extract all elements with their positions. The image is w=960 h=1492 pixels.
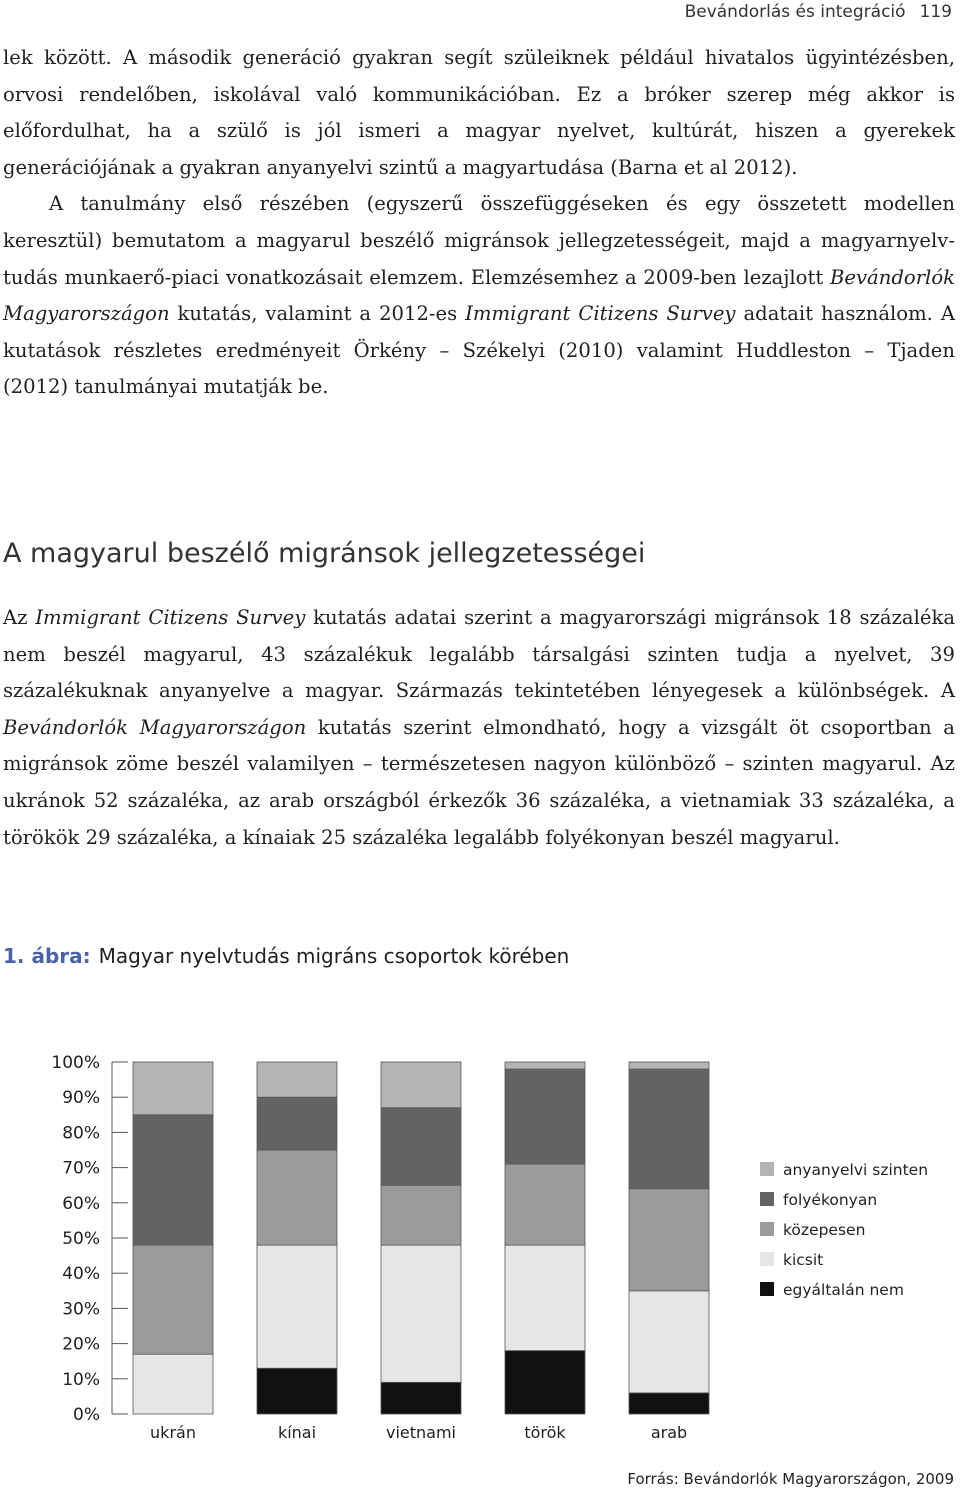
bar-segment bbox=[381, 1245, 461, 1382]
category-label: ukrán bbox=[150, 1423, 196, 1442]
bar-segment bbox=[381, 1108, 461, 1185]
y-tick-label: 60% bbox=[62, 1193, 100, 1214]
legend-label: kicsit bbox=[783, 1251, 824, 1269]
figure-caption bbox=[3, 944, 569, 968]
paragraph-continuation: lek között. A második generáció gyakran segít szüleiknek például hivatalos ügyintézésben, orvosi rendelőben, iskolával való kommunikációban. Ez a bróker szerep még akkor is előfordulhat, ha a szülő is jól ismeri a magyar nyelvet, kultúrát, hiszen a gyerekek generációjának a gyakran anyanyelvi szintű a magyartudása (Barna et al 2012). bbox=[3, 46, 955, 179]
bar-segment bbox=[629, 1291, 709, 1393]
bar-segment bbox=[505, 1245, 585, 1351]
text-run: kutatás szerint elmondható, hogy a vizsgált öt csoportban a migránsok zöme beszél valamilyen – természetesen nagyon különböző – szinten magyarul. Az ukránok 52 százaléka, az arab országból érkezők 36 százaléka, a vietnamiak 33 százaléka, a törökök 29 százaléka, a kínaiak 25 százaléka legalább folyékonyan beszél magyarul. bbox=[3, 715, 955, 849]
bar-segment bbox=[629, 1062, 709, 1069]
legend-swatch bbox=[760, 1222, 774, 1236]
header-title: Bevándorlás és integráció bbox=[684, 2, 906, 22]
intro-text bbox=[3, 40, 955, 406]
bar-segment bbox=[133, 1062, 213, 1115]
legend-label: anyanyelvi szinten bbox=[783, 1161, 929, 1179]
y-tick-label: 30% bbox=[62, 1299, 100, 1320]
running-header bbox=[685, 2, 952, 22]
bar-segment bbox=[257, 1150, 337, 1245]
y-tick-label: 20% bbox=[62, 1334, 100, 1355]
category-label: török bbox=[524, 1423, 566, 1442]
bar-segment bbox=[381, 1185, 461, 1245]
bar-segment bbox=[629, 1069, 709, 1189]
italic-title: Immigrant Citizens Survey bbox=[465, 302, 736, 326]
bar-segment bbox=[133, 1354, 213, 1414]
bar-segment bbox=[133, 1245, 213, 1354]
legend-swatch bbox=[760, 1252, 774, 1266]
figure-label: 1. ábra: bbox=[3, 944, 91, 968]
italic-title: Bevándorlók Magyarországon bbox=[3, 265, 955, 326]
category-label: vietnami bbox=[385, 1423, 457, 1442]
y-tick-label: 80% bbox=[62, 1123, 100, 1144]
italic-title: Immigrant Citizens Survey bbox=[35, 606, 306, 629]
text-run: kutatás, valamint a 2012-es bbox=[169, 302, 466, 326]
y-tick-label: 90% bbox=[62, 1088, 100, 1109]
bar-segment bbox=[257, 1368, 337, 1414]
bar-segment bbox=[257, 1097, 337, 1150]
y-tick-label: 0% bbox=[73, 1405, 100, 1425]
bar-segment bbox=[629, 1393, 709, 1414]
bar-segment bbox=[381, 1062, 461, 1108]
bar-segment bbox=[505, 1069, 585, 1164]
y-tick-label: 50% bbox=[62, 1229, 100, 1249]
y-tick-label: 70% bbox=[62, 1158, 100, 1179]
section-title: A magyarul beszélő migránsok jellegzetességei bbox=[3, 538, 646, 570]
paragraph-study-overview bbox=[3, 186, 955, 406]
category-label: kínai bbox=[277, 1423, 317, 1442]
y-tick-label: 10% bbox=[62, 1369, 100, 1390]
category-label: arab bbox=[650, 1423, 688, 1442]
bar-segment bbox=[257, 1245, 337, 1368]
text-run: A tanulmány első részében (egyszerű összefüggéseken és egy összetett modellen keresztül) bemutatom a magyarul beszélő migránsok jellegzetességeit, majd a magyarnyelv-tudás munkaerő-piaci vonatkozásait elemzem. Elemzésemhez a 2009-ben lezajlott bbox=[3, 192, 955, 289]
figure-title: Magyar nyelvtudás migráns csoportok körében bbox=[98, 944, 570, 968]
bar-segment bbox=[629, 1189, 709, 1291]
legend-swatch bbox=[760, 1282, 774, 1296]
legend-label: egyáltalán nem bbox=[783, 1281, 904, 1299]
bar-segment bbox=[381, 1382, 461, 1414]
bar-segment bbox=[505, 1351, 585, 1414]
paragraph-survey-results bbox=[3, 600, 955, 856]
legend-swatch bbox=[760, 1162, 774, 1176]
text-run: kutatás adatai szerint a magyarországi migránsok 18 százaléka nem beszél magyarul, 43 százalékuk legalább társalgási szinten tudja a nyelvet, 39 százalékuknak anyanyelve a magyar. Származás tekintetében lényegesek a különbségek. A bbox=[3, 606, 956, 703]
bar-segment bbox=[505, 1062, 585, 1069]
page-number: 119 bbox=[919, 2, 952, 22]
text-run: adatait használom. A kutatások részletes eredményeit Örkény – Székelyi (2010) valamint Huddleston – Tjaden (2012) tanulmányai mutatják be. bbox=[3, 302, 956, 399]
stacked-bar-chart bbox=[0, 1040, 960, 1460]
legend-label: folyékonyan bbox=[783, 1191, 878, 1209]
italic-title: Bevándorlók Magyarországon bbox=[3, 715, 307, 739]
bar-segment bbox=[257, 1062, 337, 1097]
legend-label: közepesen bbox=[783, 1221, 866, 1239]
figure-source: Forrás: Bevándorlók Magyarországon, 2009 bbox=[627, 1470, 954, 1488]
section-paragraph bbox=[3, 600, 955, 856]
bar-segment bbox=[133, 1115, 213, 1245]
legend-swatch bbox=[760, 1192, 774, 1206]
y-tick-label: 40% bbox=[62, 1264, 100, 1285]
y-tick-label: 100% bbox=[51, 1053, 100, 1073]
bar-segment bbox=[505, 1164, 585, 1245]
text-run: Az bbox=[3, 606, 36, 629]
